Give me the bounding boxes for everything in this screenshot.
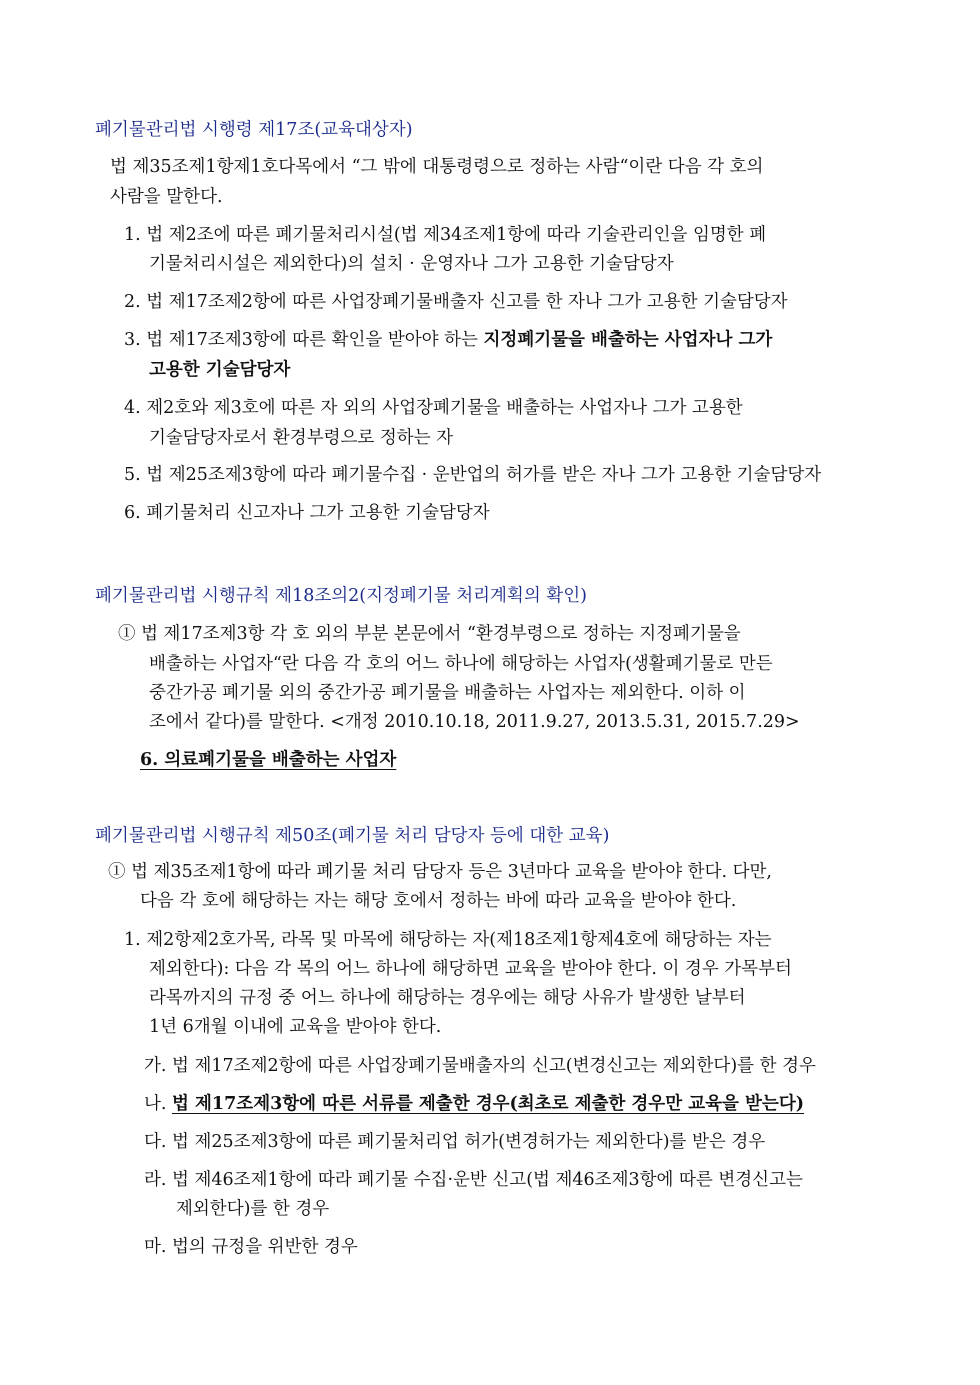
- sec1-item-6: 6. 폐기물처리 신고자나 그가 고용한 기술담당자: [124, 503, 490, 523]
- sec1-item-3-bold: 지정폐기물을 배출하는 사업자나 그가: [483, 330, 773, 350]
- sec1-item-2: 2. 법 제17조제2항에 따른 사업장폐기물배출자 신고를 한 자나 그가 고용한 기술담당자: [124, 292, 788, 312]
- sec3-para-1-line-1: ① 법 제35조제1항에 따라 폐기물 처리 담당자 등은 3년마다 교육을 받아야 한다. 다만,: [108, 862, 772, 882]
- sec3-subitem-na-label: 나.: [144, 1094, 173, 1114]
- sec3-item-1-line-1: 1. 제2항제2호가목, 라목 및 마목에 해당하는 자(제18조제1항제4호에 해당하는 자는: [124, 930, 772, 950]
- sec3-item-1-line-2: 제외한다): 다음 각 목의 어느 하나에 해당하면 교육을 받아야 한다. 이 경우 가목부터: [149, 959, 792, 979]
- sec3-item-1-line-4: 1년 6개월 이내에 교육을 받아야 한다.: [149, 1017, 442, 1037]
- sec2-para-1-line-3: 중간가공 폐기물 외의 중간가공 폐기물을 배출하는 사업자는 제외한다. 이하 이: [149, 683, 746, 703]
- sec2-para-1-line-1: ① 법 제17조제3항 각 호 외의 부분 본문에서 “환경부령으로 정하는 지정폐기물을: [118, 624, 741, 644]
- sec1-item-1-line-1: 1. 법 제2조에 따른 폐기물처리시설(법 제34조제1항에 따라 기술관리인을 임명한 폐: [124, 225, 767, 245]
- sec1-intro-line-2: 사람을 말한다.: [110, 187, 223, 207]
- section-title-decree-17: 폐기물관리법 시행령 제17조(교육대상자): [95, 120, 413, 140]
- sec3-subitem-na-text: 법 제17조제3항에 따른 서류를 제출한 경우(최초로 제출한 경우만 교육을 받는다): [172, 1094, 805, 1114]
- sec3-subitem-ra-line-1: 라. 법 제46조제1항에 따라 폐기물 수집·운반 신고(법 제46조제3항에 따른 변경신고는: [144, 1170, 803, 1190]
- sec3-subitem-da: 다. 법 제25조제3항에 따른 폐기물처리업 허가(변경허가는 제외한다)를 받은 경우: [144, 1132, 766, 1152]
- sec1-intro-line-1: 법 제35조제1항제1호다목에서 “그 밖에 대통령령으로 정하는 사람“이란 다음 각 호의: [110, 157, 764, 177]
- sec3-item-1-line-3: 라목까지의 규정 중 어느 하나에 해당하는 경우에는 해당 사유가 발생한 날부터: [149, 988, 746, 1008]
- sec3-para-1-line-2: 다음 각 호에 해당하는 자는 해당 호에서 정하는 바에 따라 교육을 받아야 한다.: [140, 891, 737, 911]
- sec2-para-1-line-4: 조에서 같다)를 말한다. <개정 2010.10.18, 2011.9.27, 2013.5.31, 2015.7.29>: [149, 712, 800, 732]
- sec1-item-1-line-2: 기물처리시설은 제외한다)의 설치 · 운영자나 그가 고용한 기술담당자: [149, 254, 674, 274]
- sec2-para-1-line-2: 배출하는 사업자“란 다음 각 호의 어느 하나에 해당하는 사업자(생활폐기물로 만든: [149, 654, 773, 674]
- sec3-subitem-ra-line-2: 제외한다)를 한 경우: [176, 1199, 330, 1219]
- sec1-item-3-line-1: [124, 328, 772, 352]
- sec1-item-4-line-2: 기술담당자로서 환경부령으로 정하는 자: [149, 428, 454, 448]
- sec1-item-4-line-1: 4. 제2호와 제3호에 따른 자 외의 사업장폐기물을 배출하는 사업자나 그가 고용한: [124, 398, 743, 418]
- sec2-item-6: 6. 의료폐기물을 배출하는 사업자: [140, 750, 397, 770]
- section-title-rule-50: 폐기물관리법 시행규칙 제50조(폐기물 처리 담당자 등에 대한 교육): [95, 826, 610, 846]
- sec1-item-5: 5. 법 제25조제3항에 따라 폐기물수집 · 운반업의 허가를 받은 자나 그가 고용한 기술담당자: [124, 465, 822, 485]
- sec1-item-3-plain: 3. 법 제17조제3항에 따른 확인을 받아야 하는: [124, 330, 484, 350]
- sec3-subitem-na: [144, 1092, 804, 1116]
- sec3-subitem-ga: 가. 법 제17조제2항에 따른 사업장폐기물배출자의 신고(변경신고는 제외한다)를 한 경우: [144, 1056, 816, 1076]
- section-title-rule-18-2: 폐기물관리법 시행규칙 제18조의2(지정폐기물 처리계획의 확인): [95, 586, 587, 606]
- sec3-subitem-ma: 마. 법의 규정을 위반한 경우: [144, 1237, 358, 1257]
- sec1-item-3-line-2: 고용한 기술담당자: [149, 360, 291, 380]
